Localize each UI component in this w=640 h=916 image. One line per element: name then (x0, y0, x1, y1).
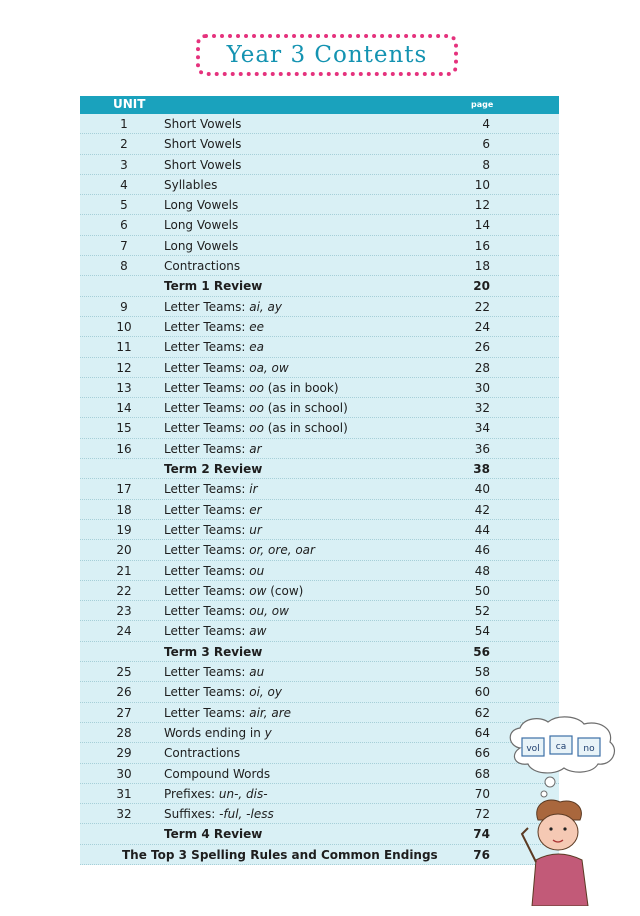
unit-title (164, 624, 266, 638)
page-number: 52 (474, 604, 490, 619)
table-row (80, 155, 559, 175)
table-row (80, 682, 559, 702)
page-number: 48 (474, 563, 490, 578)
kid-face (538, 814, 578, 850)
table-row (80, 459, 559, 479)
unit-number: 12 (116, 360, 132, 375)
kid-raised-arm (522, 828, 536, 862)
unit-number: 1 (120, 117, 128, 131)
unit-title-text: Letter Teams: (164, 421, 250, 436)
unit-title-text: Letter Teams: (164, 441, 250, 456)
unit-title (164, 645, 262, 659)
table-row (80, 297, 559, 317)
page-number: 18 (474, 259, 490, 274)
table-row (80, 561, 559, 581)
unit-title (164, 767, 270, 781)
unit-title-emphasis: y (264, 725, 272, 740)
unit-number: 11 (116, 340, 132, 355)
unit-title-emphasis: or, ore, oar (249, 543, 315, 558)
unit-title (164, 706, 291, 720)
unit-title (164, 361, 289, 375)
unit-title-text: Long Vowels (164, 238, 239, 253)
unit-number: 13 (116, 380, 132, 395)
contents-rows (80, 114, 559, 865)
table-row (80, 642, 559, 662)
unit-title-emphasis: ow (249, 583, 267, 598)
table-row (80, 418, 559, 438)
page-number: 36 (474, 441, 490, 456)
unit-title (164, 320, 264, 334)
syllable-text-2: ca (555, 742, 567, 752)
unit-title (164, 564, 264, 578)
table-row (80, 256, 559, 276)
unit-title (164, 827, 262, 841)
page-number: 16 (474, 238, 490, 253)
unit-number: 5 (120, 198, 128, 213)
unit-number: 20 (116, 543, 132, 558)
table-row (80, 784, 559, 804)
unit-title (164, 482, 258, 496)
unit-title (164, 503, 262, 517)
unit-title-emphasis: aw (249, 624, 267, 639)
unit-title-emphasis: ou, ow (249, 604, 289, 619)
unit-number: 23 (116, 604, 132, 619)
table-row (80, 175, 559, 195)
unit-title-emphasis: ea (249, 340, 264, 355)
unit-title-suffix: (as in school) (263, 421, 348, 436)
kid-eye-right (563, 827, 566, 830)
unit-title-emphasis: oo (249, 421, 264, 436)
unit-title-emphasis: oi, oy (249, 685, 282, 700)
unit-number: 14 (116, 401, 132, 416)
unit-title-text: Term 3 Review (164, 644, 263, 659)
table-row (80, 764, 559, 784)
unit-title (164, 462, 262, 476)
unit-title-text: The Top 3 Spelling Rules and Common Endings (122, 847, 438, 862)
unit-title-text: Long Vowels (164, 198, 239, 213)
page-number: 76 (473, 847, 490, 862)
page-column-header: page (471, 100, 494, 109)
table-row (80, 824, 559, 844)
table-row (80, 439, 559, 459)
page-number: 74 (473, 827, 490, 842)
unit-title (164, 523, 262, 537)
page-number: 12 (474, 198, 490, 213)
unit-title (164, 665, 264, 679)
unit-title-emphasis: oo (249, 380, 264, 395)
table-row (80, 804, 559, 824)
thought-bubble-tiny (541, 791, 547, 797)
unit-title-text: Letter Teams: (164, 482, 250, 497)
unit-title-emphasis: ee (249, 319, 264, 334)
unit-title (164, 685, 282, 699)
unit-title (164, 604, 289, 618)
unit-title (164, 218, 238, 232)
page-number: 72 (474, 807, 490, 822)
unit-number: 31 (116, 786, 132, 801)
table-row (80, 276, 559, 296)
table-row (80, 195, 559, 215)
unit-number: 32 (116, 807, 132, 822)
unit-title-text: Letter Teams: (164, 563, 250, 578)
page-number: 50 (474, 583, 490, 598)
unit-title (164, 239, 238, 253)
unit-title (164, 158, 241, 172)
unit-number: 29 (116, 746, 132, 761)
unit-title-text: Short Vowels (164, 157, 242, 172)
unit-title-suffix: (cow) (266, 583, 304, 598)
unit-number: 27 (116, 705, 132, 720)
page-title: Year 3 Contents (226, 42, 428, 68)
unit-title-text: Letter Teams: (164, 583, 250, 598)
unit-number: 19 (116, 522, 132, 537)
unit-number: 8 (120, 259, 128, 274)
unit-number: 22 (116, 583, 132, 598)
page-number: 30 (474, 380, 490, 395)
table-row (80, 703, 559, 723)
unit-title-text: Term 1 Review (164, 279, 263, 294)
thinking-kid-illustration (502, 716, 622, 906)
unit-title-emphasis: ai, ay (249, 299, 283, 314)
table-row (80, 398, 559, 418)
unit-number: 21 (116, 563, 132, 578)
unit-title (164, 442, 262, 456)
unit-title-emphasis: air, are (249, 705, 292, 720)
unit-title (164, 726, 272, 740)
page-number: 26 (474, 340, 490, 355)
unit-title (164, 381, 339, 395)
unit-title (164, 421, 348, 435)
unit-number: 15 (116, 421, 132, 436)
page-number: 64 (474, 725, 490, 740)
unit-title (164, 746, 240, 760)
unit-title-emphasis: er (249, 502, 262, 517)
unit-number: 24 (116, 624, 132, 639)
unit-title-text: Letter Teams: (164, 380, 250, 395)
unit-number: 10 (116, 319, 132, 334)
unit-number: 25 (116, 665, 132, 680)
unit-title-text: Letter Teams: (164, 522, 250, 537)
unit-title-text: Letter Teams: (164, 319, 250, 334)
unit-title-text: Letter Teams: (164, 360, 250, 375)
kid-shirt (532, 854, 588, 906)
unit-title (164, 259, 240, 273)
unit-title-text: Short Vowels (164, 117, 242, 131)
unit-title-text: Term 4 Review (164, 827, 263, 842)
thought-bubble-small (545, 777, 555, 787)
unit-title-emphasis: ar (249, 441, 262, 456)
table-row (80, 520, 559, 540)
unit-title-text: Prefixes: (164, 786, 219, 801)
unit-number: 7 (120, 238, 128, 253)
unit-title (164, 584, 303, 598)
unit-column-header: UNIT (113, 97, 146, 111)
unit-number: 6 (120, 218, 128, 233)
page-number: 42 (474, 502, 490, 517)
unit-title (164, 178, 217, 192)
page-number: 60 (474, 685, 490, 700)
table-row (80, 134, 559, 154)
unit-title-suffix: (as in school) (263, 401, 348, 416)
page-number: 4 (482, 117, 490, 131)
table-row (80, 601, 559, 621)
table-row (80, 114, 559, 134)
unit-title-emphasis: ur (249, 522, 262, 537)
unit-number: 26 (116, 685, 132, 700)
table-row (80, 215, 559, 235)
unit-title-text: Syllables (164, 177, 218, 192)
syllable-text-1: vol (526, 744, 540, 754)
page-number: 10 (474, 177, 490, 192)
unit-title-text: Letter Teams: (164, 624, 250, 639)
unit-title-text: Letter Teams: (164, 401, 250, 416)
unit-title (164, 807, 274, 821)
unit-number: 3 (120, 157, 128, 172)
unit-title-text: Letter Teams: (164, 665, 250, 680)
table-row (80, 581, 559, 601)
unit-number: 16 (116, 441, 132, 456)
unit-title-text: Suffixes: (164, 807, 220, 822)
page-number: 24 (474, 319, 490, 334)
unit-title (164, 117, 241, 131)
page-number: 54 (474, 624, 490, 639)
table-row (80, 621, 559, 641)
table-row (80, 723, 559, 743)
unit-title-text: Letter Teams: (164, 685, 250, 700)
unit-title (164, 543, 315, 557)
page-number: 62 (474, 705, 490, 720)
page-number: 40 (474, 482, 490, 497)
table-row (80, 358, 559, 378)
unit-number: 9 (120, 299, 128, 314)
page-number: 8 (482, 157, 490, 172)
unit-title-text: Letter Teams: (164, 340, 250, 355)
page-number: 20 (473, 279, 490, 294)
page-number: 32 (474, 401, 490, 416)
page-number: 14 (474, 218, 490, 233)
table-row (80, 378, 559, 398)
syllable-text-3: no (583, 744, 595, 754)
unit-number: 17 (116, 482, 132, 497)
contents-header (80, 96, 559, 114)
unit-title (164, 300, 282, 314)
unit-title-text: Letter Teams: (164, 543, 250, 558)
unit-title (164, 279, 262, 293)
unit-title (164, 401, 348, 415)
unit-title-suffix: (as in book) (263, 380, 339, 395)
unit-title-emphasis: -ful, -less (219, 807, 274, 822)
unit-title-text: Compound Words (164, 766, 271, 781)
kid-eye-left (549, 827, 552, 830)
contents-table (80, 96, 559, 865)
unit-title-text: Words ending in (164, 725, 265, 740)
unit-title (164, 137, 241, 151)
unit-title-emphasis: au (249, 665, 265, 680)
unit-title-text: Letter Teams: (164, 705, 250, 720)
unit-title-emphasis: oo (249, 401, 264, 416)
table-row (80, 662, 559, 682)
table-row (80, 479, 559, 499)
unit-title (164, 198, 238, 212)
unit-title-text: Term 2 Review (164, 462, 263, 477)
unit-title-text: Contractions (164, 259, 241, 274)
unit-title (164, 340, 264, 354)
unit-title-text: Letter Teams: (164, 502, 250, 517)
page-number: 28 (474, 360, 490, 375)
unit-title-emphasis: ir (249, 482, 258, 497)
table-row (80, 337, 559, 357)
unit-number: 4 (120, 177, 128, 192)
unit-number: 2 (120, 137, 128, 152)
unit-title-text: Short Vowels (164, 137, 242, 152)
unit-number: 18 (116, 502, 132, 517)
table-row (80, 540, 559, 560)
unit-title (122, 848, 438, 862)
page-number: 34 (474, 421, 490, 436)
page-number: 38 (473, 462, 490, 477)
title-banner (196, 34, 458, 76)
unit-title (164, 787, 268, 801)
page-number: 66 (474, 746, 490, 761)
page-number: 68 (474, 766, 490, 781)
unit-title-text: Letter Teams: (164, 299, 250, 314)
unit-title-emphasis: oa, ow (249, 360, 289, 375)
page-number: 46 (474, 543, 490, 558)
unit-number: 30 (116, 766, 132, 781)
unit-number: 28 (116, 725, 132, 740)
unit-title-text: Contractions (164, 746, 241, 761)
page-number: 22 (474, 299, 490, 314)
page-number: 56 (473, 644, 490, 659)
table-row (80, 500, 559, 520)
table-row (80, 236, 559, 256)
page-number: 58 (474, 665, 490, 680)
unit-title-text: Letter Teams: (164, 604, 250, 619)
table-row (80, 845, 559, 865)
unit-title-emphasis: ou (249, 563, 265, 578)
page-number: 44 (474, 522, 490, 537)
table-row (80, 317, 559, 337)
unit-title-text: Long Vowels (164, 218, 239, 233)
unit-title-emphasis: un-, dis- (218, 786, 268, 801)
table-row (80, 743, 559, 763)
page-number: 70 (474, 786, 490, 801)
page-number: 6 (482, 137, 490, 152)
